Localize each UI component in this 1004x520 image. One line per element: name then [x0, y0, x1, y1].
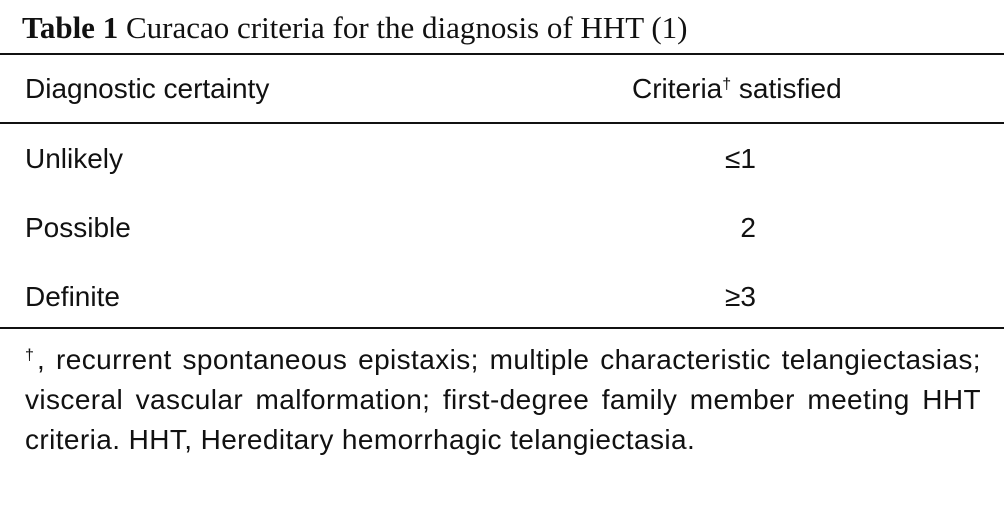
- table-title: [22, 8, 688, 48]
- column-header-criteria-suffix: satisfied: [731, 73, 842, 104]
- row-definite-certainty: Definite: [25, 281, 120, 312]
- dagger-mark: †: [722, 76, 732, 93]
- table-footnote: [25, 340, 981, 460]
- header-rule: [0, 122, 1004, 124]
- row-definite-criteria: ≥3: [725, 281, 756, 312]
- bottom-rule: [0, 327, 1004, 329]
- column-header-certainty: Diagnostic certainty: [25, 73, 270, 104]
- footnote-text: , recurrent spontaneous epistaxis; multiple characteristic telangiectasias; visceral vascular malformation; first-degree family member meeting HHT criteria. HHT, Hereditary hemorrhagic telangiectasia.: [25, 344, 981, 455]
- row-possible-criteria: 2: [740, 212, 756, 243]
- row-unlikely-criteria: ≤1: [725, 143, 756, 174]
- row-unlikely-certainty: Unlikely: [25, 143, 124, 174]
- top-rule: [0, 53, 1004, 55]
- column-header-criteria-text: Criteria: [632, 73, 723, 104]
- footnote-dagger-mark: †: [25, 347, 37, 364]
- table-caption: Curacao criteria for the diagnosis of HHT (1): [125, 10, 688, 45]
- column-header-criteria: [632, 72, 842, 106]
- table-label: Table 1: [22, 10, 119, 45]
- row-possible-certainty: Possible: [25, 212, 131, 243]
